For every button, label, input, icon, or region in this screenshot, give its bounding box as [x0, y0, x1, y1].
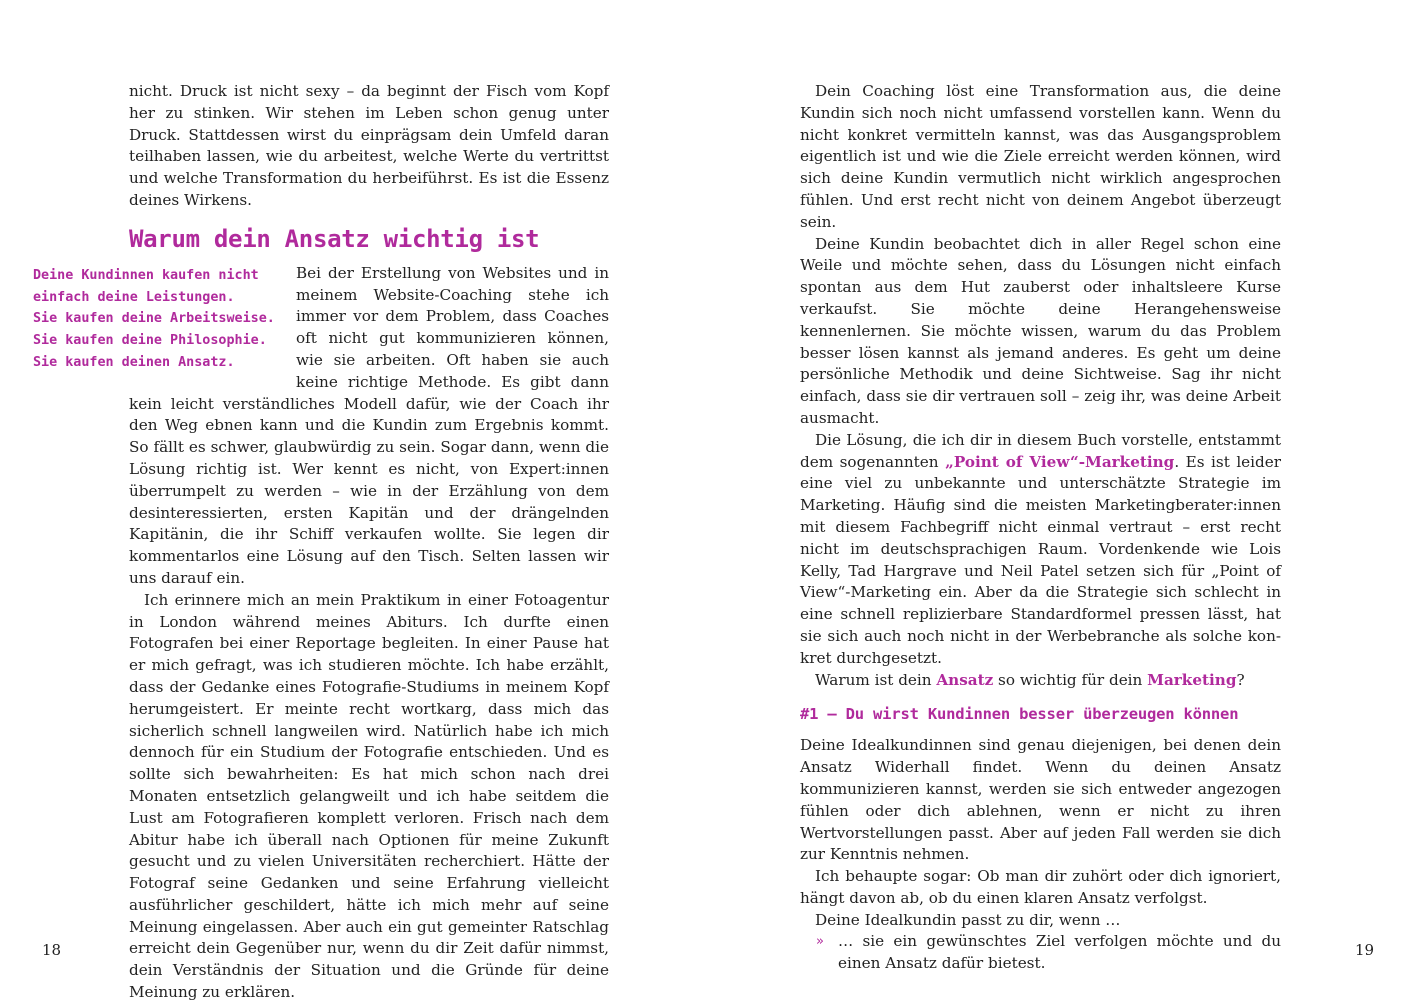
pull-quote-line: Sie kaufen deine Philosophie.	[33, 333, 267, 349]
paragraph-intro: nicht. Druck ist nicht sexy – da beginnt der Fisch vom Kopf her zu stinken. Wir stehen im Leben schon genug unter Druck. Stattdessen wirst du einprägsam dein Umfeld daran teilhaben lassen, wie du arbeitest, welche Werte du vertrittst und welche Transformation du herbeiführst. Es ist die Essenz deines Wirkens.	[129, 82, 609, 209]
pull-quote-line: einfach deine Leistungen.	[33, 289, 235, 305]
text-run: Warum ist dein	[815, 670, 937, 689]
page-number-left: 18	[42, 941, 62, 959]
pull-quote	[33, 265, 278, 374]
highlight-point-of-view: „Point of View“-Marketing	[945, 452, 1175, 471]
paragraph-websites: Bei der Erstellung von Websites und in meinem Website-Coaching stehe ich immer vor dem Problem, dass Coaches oft nicht gut kommunizieren können, wie sie arbeiten. Oft haben sie auch keine richtige Methode. Es gibt dann kein leicht verständliches Modell dafür, wie der Coach ihr den Weg ebnen kann und die Kundin zum Ergebnis kommt. So fällt es schwer, glaubwürdig zu sein. Sogar dann, wenn die Lösung richtig ist. Wer kennt es nicht, von Expert:innen überrumpelt zu werden – wie in der Erzählung von dem desinteressierten, ersten Kapitän und der drängelnden Kapitänin, die ihr Schiff verkaufen wollte. Sie legen dir kommentarlos eine Lösung auf den Tisch. Selten lassen wir uns darauf ein.	[129, 263, 609, 587]
paragraph-idealkundinnen: Deine Idealkundinnen sind genau diejenigen, bei denen dein Ansatz Widerhall findet. Wenn du deinen Ansatz kommunizieren kannst, werden sie sich entweder angezogen fühlen oder dich ablehnen, wenn er nicht zu ihren Wertvorstellungen passt. Aber auf jeden Fall werden sie dich zur Kenntnis nehmen.	[800, 736, 1281, 864]
bullet-marker-icon: »	[816, 934, 824, 950]
right-page	[704, 0, 1409, 1000]
text-run: . Es ist leider eine viel zu unbekannte und unterschätzte Strategie im Marketing. Häufig sind die meisten Marketingberater:innen mit diesem Fachbegriff nicht einmal vertraut – erst recht nicht im deutschsprachigen Raum. Vordenkende wie Lois Kelly, Tad Hargrave und Neil Patel setzen sich für „Point of View“-Marketing ein. Aber da die Strategie sich schlecht in eine schnell replizierbare Standardformel pressen lässt, hat sie sich auch noch nicht in der Werbebranche als solche konkret durchgesetzt.	[800, 452, 1282, 667]
paragraph-passt: Deine Idealkundin passt zu dir, wenn …	[815, 910, 1121, 929]
page-number-right: 19	[1355, 941, 1375, 959]
bullet-item	[800, 931, 1281, 975]
subsection-heading: #1 – Du wirst Kundinnen besser überzeugen können	[800, 705, 1239, 724]
paragraph-point-of-view	[800, 430, 1281, 670]
pull-quote-line: Sie kaufen deinen Ansatz.	[33, 354, 235, 370]
section-heading: Warum dein Ansatz wichtig ist	[129, 224, 540, 253]
text-run: ?	[1236, 670, 1245, 689]
right-text-column	[800, 81, 1281, 975]
paragraph-kundin: Deine Kundin beobachtet dich in aller Regel schon eine Weile und möchte sehen, dass du Lösungen nicht einfach spontan aus dem Hut zauberst oder inhaltsleere Kurse verkaufst. Sie möchte deine Herangehensweise kennenlernen. Sie möchte wissen, warum du das Problem besser lösen kannst als jemand anderes. Es geht um deine persönliche Methodik und deine Sichtweise. Sag ihr nicht einfach, dass sie dir vertrauen soll – zeig ihr, was deine Arbeit ausmacht.	[800, 234, 1281, 427]
highlight-marketing: Marketing	[1147, 670, 1237, 689]
pull-quote-line: Deine Kundinnen kaufen nicht	[33, 267, 259, 283]
left-page	[0, 0, 704, 1000]
highlight-ansatz: Ansatz	[936, 670, 994, 689]
paragraph-praktikum: Ich erinnere mich an mein Praktikum in einer Fotoagentur in London während meines Abiturs. Ich durfte einen Fotografen bei einer Reportage begleiten. In einer Pause hat er mich gefragt, was ich studieren möchte. Ich habe erzählt, dass der Gedanke eines Fotografie-Studiums in meinem Kopf herumgeistert. Er meinte recht wortkarg, dass mich das sicherlich schnell langweilen wird. Natürlich habe ich mich dennoch für ein Studium der Fotografie entschieden. Und es sollte sich bewahrheiten: Es hat mich schon nach drei Monaten entsetzlich gelangweilt und ich habe seitdem die Lust am Fotografieren komplett verloren. Frisch nach dem Abitur habe ich überall nach Optionen für meine Zukunft gesucht und zu vielen Universitäten recherchiert. Hätte der Fotograf seine Gedanken und seine Erfahrung vielleicht ausführlicher geschildert, hätte ich mich mehr auf seine Meinung eingelassen. Aber auch ein gut gemeinter Ratschlag erreicht dein Gegenüber nur, wenn du dir Zeit dafür nimmst, dein Verständnis der Situation und die Gründe für deine Meinung zu erklären.	[129, 590, 609, 1002]
bullet-text: … sie ein gewünschtes Ziel verfolgen möchte und du einen Ansatz dafür bietest.	[838, 932, 1281, 973]
pull-quote-line: Sie kaufen deine Arbeitsweise.	[33, 311, 275, 327]
text-run: so wichtig für dein	[993, 670, 1148, 689]
text-run: Die Lösung, die ich dir in diesem Buch vorstelle, entstammt dem sogenannten	[800, 430, 1281, 471]
paragraph-question	[800, 670, 1281, 692]
paragraph-transformation: Dein Coaching löst eine Transformation aus, die deine Kundin sich noch nicht umfassend vorstellen kann. Wenn du nicht konkret vermitteln kannst, was das Ausgangsproblem eigentlich ist und wie die Ziele erreicht werden können, wird sich deine Kundin vermutlich nicht wirklich angesprochen fühlen. Und erst recht nicht von deinem Angebot überzeugt sein.	[800, 82, 1281, 231]
paragraph-behaupte: Ich behaupte sogar: Ob man dir zuhört oder dich ignoriert, hängt davon ab, ob du einen klaren Ansatz verfolgst.	[800, 867, 1281, 907]
